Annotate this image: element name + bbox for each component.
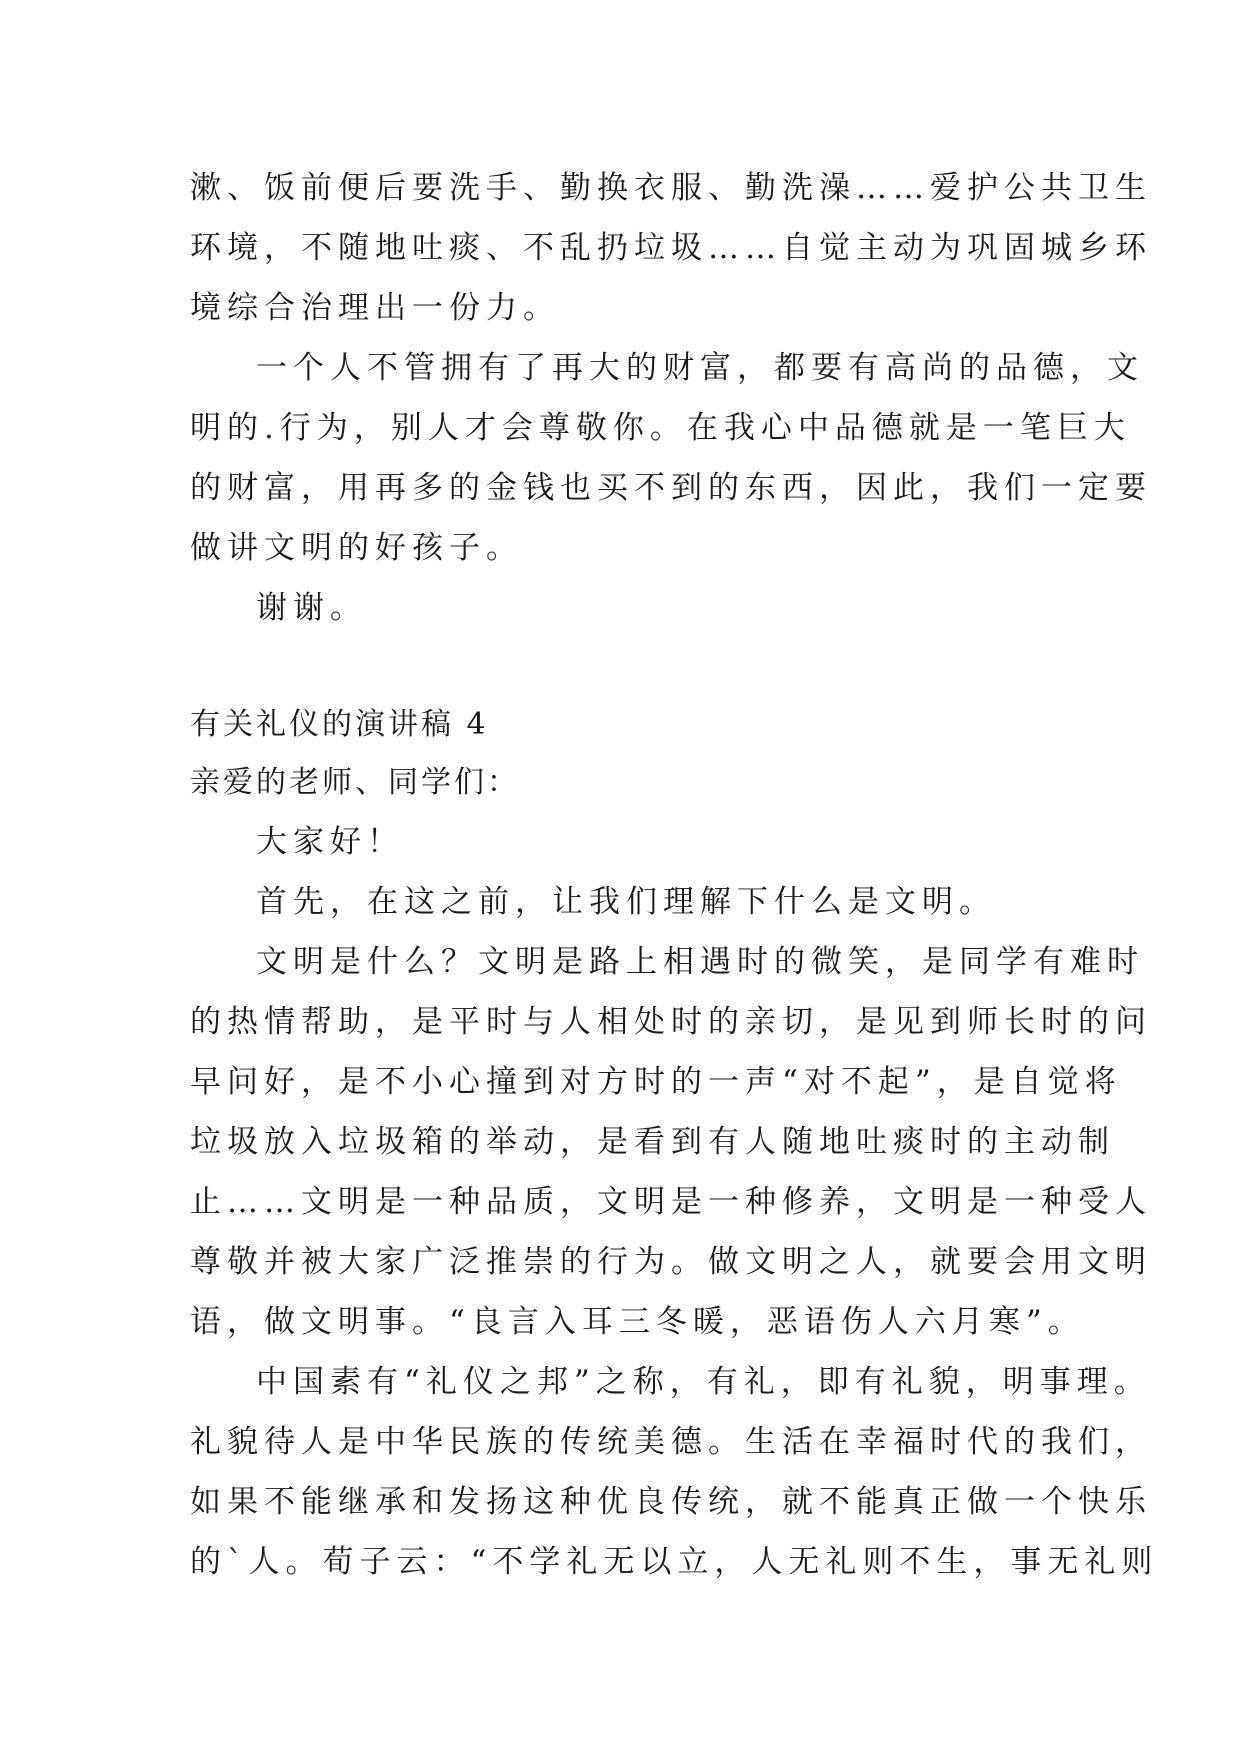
body-line: 境综合治理出一份力。 <box>190 290 560 326</box>
body-line: 语，做文明事。“良言入耳三冬暖，恶语伤人六月寒”。 <box>190 1304 1085 1340</box>
paragraph-start-line: 一个人不管拥有了再大的财富，都要有高尚的品德，文 <box>256 350 1144 386</box>
body-line: 的财富，用再多的金钱也买不到的东西，因此，我们一定要 <box>190 470 1152 506</box>
closing-thanks: 谢谢。 <box>256 590 367 626</box>
body-line: 早问好，是不小心撞到对方时的一声“对不起”，是自觉将 <box>190 1064 1122 1100</box>
body-line: 做讲文明的好孩子。 <box>190 530 523 566</box>
body-line: 明的.行为，别人才会尊敬你。在我心中品德就是一笔巨大 <box>190 410 1131 446</box>
section-title: 有关礼仪的演讲稿 4 <box>190 707 489 742</box>
paragraph-start-line: 中国素有“礼仪之邦”之称，有礼，即有礼貌，明事理。 <box>256 1364 1151 1400</box>
body-line: 止……文明是一种品质，文明是一种修养，文明是一种受人 <box>190 1184 1152 1220</box>
body-line: 垃圾放入垃圾箱的举动，是看到有人随地吐痰时的主动制 <box>190 1124 1115 1160</box>
document-page <box>190 158 1159 1592</box>
section-gap <box>190 638 1060 696</box>
body-line: 礼貌待人是中华民族的传统美德。生活在幸福时代的我们， <box>190 1424 1152 1460</box>
body-line: 环境，不随地吐痰、不乱扔垃圾……自觉主动为巩固城乡环 <box>190 230 1152 266</box>
greeting-line: 大家好！ <box>256 824 404 860</box>
paragraph-start-line: 首先，在这之前，让我们理解下什么是文明。 <box>256 884 996 920</box>
body-line: 漱、饭前便后要洗手、勤换衣服、勤洗澡……爱护公共卫生 <box>190 170 1152 206</box>
body-line: 的`人。荀子云：“不学礼无以立，人无礼则不生，事无礼则 <box>190 1544 1159 1580</box>
body-line: 的热情帮助，是平时与人相处时的亲切，是见到师长时的问 <box>190 1004 1152 1040</box>
paragraph-start-line: 文明是什么？文明是路上相遇时的微笑，是同学有难时 <box>256 944 1144 980</box>
salutation: 亲爱的老师、同学们： <box>190 765 520 800</box>
body-line: 尊敬并被大家广泛推崇的行为。做文明之人，就要会用文明 <box>190 1244 1152 1280</box>
body-line: 如果不能继承和发扬这种优良传统，就不能真正做一个快乐 <box>190 1484 1152 1520</box>
